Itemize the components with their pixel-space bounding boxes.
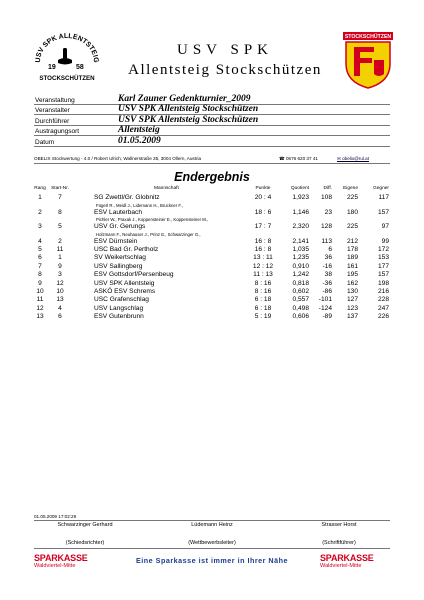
cell-start: 4 <box>58 304 62 312</box>
cell-geg: 97 <box>381 223 389 231</box>
cell-geg: 117 <box>378 194 389 202</box>
info-value: Karl Zauner Gedenkturnier_2009 <box>118 93 251 104</box>
cell-geg: 157 <box>377 271 389 279</box>
svg-text:STOCKSCHÜTZEN: STOCKSCHÜTZEN <box>344 34 392 41</box>
col-header: Gegner <box>373 186 389 191</box>
signature-name: Strasser Horst <box>321 522 357 528</box>
sponsor-brand: SPARKASSE <box>320 553 374 563</box>
cell-team: SV Weikertschlag <box>94 254 146 262</box>
signature-role: (Schiedsrichter) <box>65 540 105 546</box>
cell-diff: 128 <box>320 223 332 231</box>
cell-eig: 212 <box>346 237 358 245</box>
cell-quot: 0,910 <box>292 262 309 270</box>
cell-rang: 10 <box>36 287 44 295</box>
cell-diff: -124 <box>318 304 332 312</box>
cell-pts: 6 : 18 <box>254 296 272 304</box>
col-header: Diff. <box>323 186 332 191</box>
results-heading: Endergebnis <box>174 170 250 184</box>
cell-team: USC Bad Gr. Pertholz <box>94 245 159 253</box>
table-row <box>34 305 390 313</box>
signature-role: (Wettbewerbsleiter) <box>188 540 236 546</box>
cell-eig: 123 <box>346 304 358 312</box>
cell-diff: -16 <box>322 262 332 270</box>
cell-eig: 137 <box>346 313 358 321</box>
members-text: Fügerl R., Meidl J., Lidemann H., Bruckner F., <box>96 202 183 208</box>
col-header: Eigene <box>343 186 358 191</box>
cell-diff: 6 <box>328 245 332 253</box>
divider <box>34 548 390 549</box>
cell-geg: 157 <box>377 208 389 216</box>
cell-eig: 189 <box>346 254 358 262</box>
cell-geg: 226 <box>377 313 389 321</box>
table-row <box>34 280 390 288</box>
cell-quot: 1,035 <box>292 245 309 253</box>
cell-start: 12 <box>56 279 64 287</box>
sponsor-slogan: Eine Sparkasse ist immer in Ihrer Nähe <box>135 556 289 565</box>
cell-geg: 247 <box>377 304 389 312</box>
table-row <box>34 194 390 202</box>
cell-quot: 1,923 <box>292 194 309 202</box>
address-line <box>34 156 390 164</box>
sponsor-sub: Waldviertel-Mitte <box>34 563 76 569</box>
cell-eig: 225 <box>346 194 358 202</box>
cell-eig: 225 <box>346 223 358 231</box>
cell-geg: 216 <box>377 287 389 295</box>
table-row <box>34 238 390 246</box>
cell-quot: 1,242 <box>292 271 309 279</box>
club-title <box>110 42 340 79</box>
cell-eig: 195 <box>346 271 358 279</box>
cell-pts: 13 : 11 <box>253 254 273 262</box>
sponsor-sub: Waldviertel-Mitte <box>320 563 362 569</box>
col-header: Rang <box>34 186 46 191</box>
cell-quot: 0,557 <box>292 296 309 304</box>
table-row <box>34 209 390 217</box>
cell-pts: 16 : 8 <box>254 245 272 253</box>
sponsor-logo-right <box>320 553 400 569</box>
cell-rang: 8 <box>38 271 42 279</box>
cell-team: ESV Dürnstein <box>94 237 138 245</box>
cell-eig: 161 <box>346 262 358 270</box>
cell-team: ESV Gottsdorf/Persenbeug <box>94 271 174 279</box>
cell-geg: 99 <box>381 237 389 245</box>
results-table <box>34 186 390 321</box>
sponsor-brand: SPARKASSE <box>34 553 88 563</box>
cell-pts: 18 : 6 <box>254 208 272 216</box>
cell-quot: 2,320 <box>292 223 309 231</box>
members-text: Holzmann F., Neuhauser J., Prinz E., Schwarzinger G., <box>96 231 201 237</box>
table-header <box>34 186 390 194</box>
cell-team: USV SPK Allentsteig <box>94 279 155 287</box>
col-header: Start-Nr. <box>51 186 69 191</box>
phone-number: ☎ 0676 620 37 41 <box>279 156 318 161</box>
info-label: Datum <box>35 138 55 146</box>
cell-diff: -101 <box>318 296 332 304</box>
cell-start: 1 <box>58 254 62 262</box>
cell-eig: 180 <box>346 208 358 216</box>
cell-start: 3 <box>58 271 62 279</box>
title-line-2: Allentsteig Stockschützen <box>128 62 322 78</box>
cell-eig: 130 <box>346 287 358 295</box>
cell-start: 7 <box>58 194 62 202</box>
table-row <box>34 223 390 231</box>
cell-team: USV Langschlag <box>94 304 144 312</box>
info-label: Austragungsort <box>35 128 80 135</box>
cell-pts: 8 : 16 <box>254 287 272 295</box>
cell-rang: 1 <box>38 194 42 202</box>
signature-name: Lüdemann Heinz <box>191 522 233 528</box>
cell-geg: 172 <box>377 245 389 253</box>
cell-start: 5 <box>58 223 62 231</box>
cell-team: USV Sallingberg <box>94 262 143 270</box>
cell-diff: -86 <box>322 287 332 295</box>
cell-team: ESV Gutenbrunn <box>94 313 144 321</box>
cell-rang: 11 <box>36 296 44 304</box>
info-value: 01.05.2009 <box>118 135 161 146</box>
cell-rang: 2 <box>38 208 42 216</box>
members-text: Pichler W., Praxak J., Koppensteiner E., Koppensteiner M., <box>96 217 209 223</box>
info-value: USV SPK Allentsteig Stockschützen <box>118 114 259 125</box>
cell-rang: 5 <box>38 245 42 253</box>
event-info <box>34 94 390 147</box>
cell-eig: 162 <box>346 279 358 287</box>
col-header: Mannschaft <box>154 186 179 191</box>
cell-rang: 6 <box>38 254 42 262</box>
cell-rang: 7 <box>38 262 42 270</box>
info-row <box>34 105 390 116</box>
cell-diff: 36 <box>324 254 332 262</box>
table-row <box>34 263 390 271</box>
cell-quot: 0,818 <box>292 279 309 287</box>
cell-eig: 127 <box>346 296 358 304</box>
info-row <box>34 136 390 147</box>
cell-geg: 198 <box>377 279 389 287</box>
cell-quot: 0,498 <box>292 304 309 312</box>
svg-text:58: 58 <box>76 64 84 71</box>
svg-text:STOCKSCHÜTZEN: STOCKSCHÜTZEN <box>39 75 95 82</box>
cell-team: ASKÖ ESV Schrems <box>94 287 156 295</box>
cell-team: USC Grafenschlag <box>94 296 149 304</box>
cell-geg: 153 <box>377 254 389 262</box>
title-line-1: USV SPK <box>176 42 273 58</box>
cell-start: 11 <box>56 245 64 253</box>
club-emblem <box>340 30 396 90</box>
col-header: Punkte <box>255 186 271 191</box>
info-value: USV SPK Allentsteig Stockschützen <box>118 104 259 114</box>
cell-team: ESV Lauterbach <box>94 208 143 216</box>
cell-quot: 1,146 <box>292 208 309 216</box>
cell-rang: 12 <box>36 304 44 312</box>
cell-rang: 9 <box>38 279 42 287</box>
info-row <box>34 126 390 137</box>
sponsor-logo-left <box>34 553 114 569</box>
cell-start: 10 <box>56 287 64 295</box>
info-label: Durchführer <box>35 117 70 125</box>
svg-text:19: 19 <box>48 64 56 71</box>
table-row <box>34 246 390 254</box>
info-row <box>34 94 390 105</box>
cell-diff: 38 <box>324 271 332 279</box>
cell-geg: 228 <box>377 296 389 304</box>
cell-diff: -36 <box>322 279 332 287</box>
cell-rang: 3 <box>38 223 42 231</box>
cell-diff: 113 <box>321 237 332 245</box>
info-label: Veranstalter <box>35 107 70 114</box>
cell-pts: 17 : 7 <box>254 223 272 231</box>
cell-rang: 4 <box>38 237 42 245</box>
cell-pts: 12 : 12 <box>252 262 274 270</box>
info-value: Allentsteig <box>118 125 160 135</box>
table-row <box>34 313 390 321</box>
cell-team: USV Gr. Gerungs <box>94 223 146 231</box>
cell-team: SG Zwettl/Gr. Globnitz <box>94 194 160 202</box>
table-body <box>34 194 390 321</box>
cell-pts: 8 : 16 <box>254 279 272 287</box>
cell-geg: 177 <box>377 262 389 270</box>
cell-rang: 13 <box>36 313 44 321</box>
cell-diff: 108 <box>320 194 332 202</box>
table-row <box>34 296 390 304</box>
cell-start: 13 <box>56 296 64 304</box>
cell-quot: 2,141 <box>292 237 309 245</box>
cell-start: 6 <box>58 313 62 321</box>
print-timestamp: 01.05.2009 17:02:29 <box>34 514 390 521</box>
cell-pts: 6 : 18 <box>254 304 272 312</box>
cell-start: 2 <box>58 237 62 245</box>
cell-diff: -89 <box>322 313 332 321</box>
cell-diff: 23 <box>324 208 332 216</box>
cell-pts: 20 : 4 <box>254 194 272 202</box>
cell-quot: 1,235 <box>292 254 309 262</box>
info-row <box>34 115 390 126</box>
cell-eig: 178 <box>346 245 358 253</box>
cell-pts: 16 : 8 <box>254 237 272 245</box>
svg-text:USV SPK ALLENTSTEIG: USV SPK ALLENTSTEIG <box>34 32 100 63</box>
address-text: OBELIX Stockwertung - 4.0 / Robert Ulrich, Wallnerstraße 35, 3004 Ollern, Austria <box>34 156 202 161</box>
table-row <box>34 288 390 296</box>
signature-role: (Schriftführer) <box>322 540 356 546</box>
col-header: Quotient <box>290 186 309 191</box>
table-row <box>34 271 390 279</box>
cell-pts: 5 : 19 <box>254 313 272 321</box>
signature-name: Schwarzinger Gerhard <box>57 522 113 528</box>
email-link[interactable]: ✉ obelix@rul.at <box>337 156 370 161</box>
table-row <box>34 254 390 262</box>
club-logo <box>26 30 108 88</box>
cell-start: 9 <box>58 262 62 270</box>
cell-quot: 0,606 <box>292 313 309 321</box>
cell-quot: 0,602 <box>292 287 309 295</box>
cell-pts: 11 : 13 <box>253 271 273 279</box>
cell-start: 8 <box>58 208 62 216</box>
info-label: Veranstaltung <box>35 96 75 104</box>
